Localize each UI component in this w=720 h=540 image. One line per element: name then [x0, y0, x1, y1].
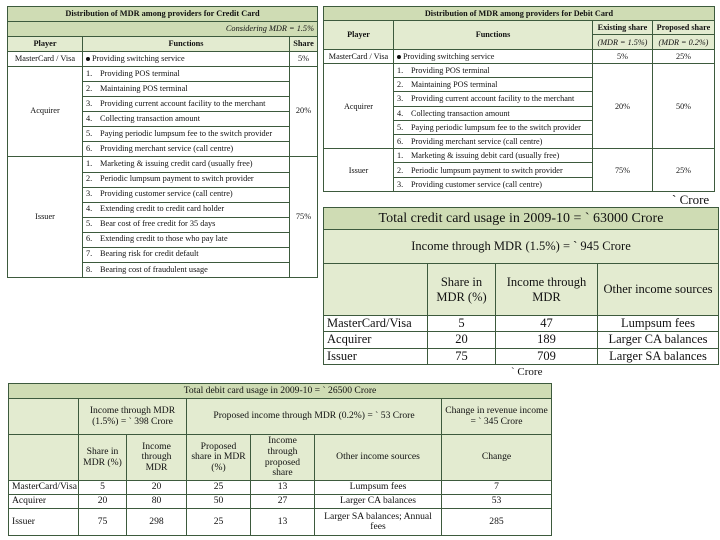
debit-usage-change: 7 — [442, 481, 552, 495]
credit-function: 2. Maintaining POS terminal — [83, 82, 290, 97]
debit-usage-pshare: 25 — [187, 481, 251, 495]
debit-function: 4. Collecting transaction amount — [394, 106, 593, 120]
debit-usage-blank-a — [9, 399, 79, 435]
debit-header-proposed: Proposed share — [652, 21, 714, 35]
debit-usage-header-income: Income through MDR — [127, 435, 187, 481]
credit-header-player: Player — [8, 37, 83, 52]
credit-share-issuer: 75% — [290, 157, 318, 278]
credit-usage-other: Larger SA balances — [598, 348, 719, 364]
debit-usage-proposed-income: Proposed income through MDR (0.2%) = ` 53 Crore — [187, 399, 442, 435]
debit-usage-blank-b — [9, 435, 79, 481]
debit-usage-header-pincome: Income through proposed share — [251, 435, 315, 481]
debit-usage-income: 80 — [127, 495, 187, 509]
bullet-icon — [397, 55, 401, 59]
debit-usage-player: MasterCard/Visa — [9, 481, 79, 495]
debit-existing-switch: 5% — [592, 49, 652, 63]
debit-usage-pincome: 13 — [251, 481, 315, 495]
debit-usage-other: Larger SA balances; Annual fees — [315, 509, 442, 536]
credit-function: 3. Providing current account facility to the merchant — [83, 97, 290, 112]
debit-usage-table — [8, 383, 552, 536]
debit-function: 6. Providing merchant service (call centre) — [394, 134, 593, 148]
credit-function: 4. Extending credit to credit card holder — [83, 202, 290, 217]
credit-subtitle: Considering MDR = 1.5% — [8, 22, 318, 37]
credit-title: Distribution of MDR among providers for Credit Card — [8, 7, 318, 22]
credit-share-acquirer: 20% — [290, 67, 318, 157]
debit-subheader-proposed: (MDR = 0.2%) — [652, 35, 714, 49]
debit-header-player: Player — [324, 21, 394, 49]
debit-header-existing: Existing share — [592, 21, 652, 35]
debit-function: 2. Periodic lumpsum payment to switch provider — [394, 163, 593, 177]
credit-usage-header-share: Share in MDR (%) — [428, 264, 496, 316]
debit-usage-income: 20 — [127, 481, 187, 495]
credit-function: 8. Bearing cost of fraudulent usage — [83, 262, 290, 277]
debit-usage-change: 285 — [442, 509, 552, 536]
credit-function: 4. Collecting transaction amount — [83, 112, 290, 127]
debit-existing-issuer: 75% — [592, 149, 652, 192]
debit-usage-player: Acquirer — [9, 495, 79, 509]
debit-usage-change: 53 — [442, 495, 552, 509]
credit-function: 6. Providing merchant service (call centre) — [83, 142, 290, 157]
debit-card-mdr-table — [323, 6, 715, 192]
debit-function: 1. Marketing & issuing debit card (usually free) — [394, 149, 593, 163]
debit-existing-acquirer: 20% — [592, 63, 652, 148]
debit-usage-header-pshare: Proposed share in MDR (%) — [187, 435, 251, 481]
credit-usage-income: Income through MDR (1.5%) = ` 945 Crore — [324, 230, 719, 264]
debit-header-functions: Functions — [394, 21, 593, 49]
credit-card-mdr-table — [7, 6, 318, 278]
debit-usage-change-revenue: Change in revenue income = ` 345 Crore — [442, 399, 552, 435]
debit-unit-tag: ` Crore — [511, 366, 543, 378]
credit-usage-share: 20 — [428, 332, 496, 348]
debit-function: 3. Providing customer service (call centre) — [394, 177, 593, 191]
credit-share-switch: 5% — [290, 52, 318, 67]
credit-usage-share: 75 — [428, 348, 496, 364]
credit-function: 2. Periodic lumpsum payment to switch provider — [83, 172, 290, 187]
debit-player-issuer: Issuer — [324, 149, 394, 192]
debit-usage-other: Lumpsum fees — [315, 481, 442, 495]
credit-usage-header-blank — [324, 264, 428, 316]
debit-usage-header-share: Share in MDR (%) — [79, 435, 127, 481]
debit-usage-pshare: 25 — [187, 509, 251, 536]
debit-function: 1. Providing POS terminal — [394, 63, 593, 77]
debit-proposed-switch: 25% — [652, 49, 714, 63]
debit-usage-total: Total debit card usage in 2009-10 = ` 26500 Crore — [9, 384, 552, 399]
credit-player-switch: MasterCard / Visa — [8, 52, 83, 67]
debit-subheader-existing: (MDR = 1.5%) — [592, 35, 652, 49]
credit-function: 6. Extending credit to those who pay late — [83, 232, 290, 247]
debit-usage-header-other: Other income sources — [315, 435, 442, 481]
credit-usage-share: 5 — [428, 316, 496, 332]
credit-usage-other: Larger CA balances — [598, 332, 719, 348]
bullet-icon — [86, 57, 90, 61]
credit-function: 3. Providing customer service (call centre) — [83, 187, 290, 202]
debit-player-acquirer: Acquirer — [324, 63, 394, 148]
credit-function: 1. Providing POS terminal — [83, 67, 290, 82]
debit-function: 5. Paying periodic lumpsum fee to the switch provider — [394, 120, 593, 134]
debit-usage-pincome: 13 — [251, 509, 315, 536]
credit-usage-total: Total credit card usage in 2009-10 = ` 63000 Crore — [324, 208, 719, 230]
credit-function: Providing switching service — [83, 52, 290, 67]
debit-usage-pincome: 27 — [251, 495, 315, 509]
credit-usage-income-value: 189 — [496, 332, 598, 348]
debit-usage-header-change: Change — [442, 435, 552, 481]
debit-usage-income-mdr: Income through MDR (1.5%) = ` 398 Crore — [79, 399, 187, 435]
debit-usage-share: 75 — [79, 509, 127, 536]
credit-function: 1. Marketing & issuing credit card (usually free) — [83, 157, 290, 172]
credit-header-functions: Functions — [83, 37, 290, 52]
debit-proposed-acquirer: 50% — [652, 63, 714, 148]
debit-function: 2. Maintaining POS terminal — [394, 78, 593, 92]
debit-proposed-issuer: 25% — [652, 149, 714, 192]
debit-usage-other: Larger CA balances — [315, 495, 442, 509]
credit-function: 7. Bearing risk for credit default — [83, 247, 290, 262]
credit-usage-player: Acquirer — [324, 332, 428, 348]
credit-usage-income-value: 709 — [496, 348, 598, 364]
credit-usage-player: MasterCard/Visa — [324, 316, 428, 332]
debit-title: Distribution of MDR among providers for Debit Card — [324, 7, 715, 21]
credit-player-issuer: Issuer — [8, 157, 83, 278]
debit-function: 3. Providing current account facility to the merchant — [394, 92, 593, 106]
credit-usage-player: Issuer — [324, 348, 428, 364]
credit-usage-income-value: 47 — [496, 316, 598, 332]
credit-header-share: Share — [290, 37, 318, 52]
debit-usage-income: 298 — [127, 509, 187, 536]
debit-usage-share: 20 — [79, 495, 127, 509]
credit-usage-table — [323, 207, 719, 365]
credit-usage-other: Lumpsum fees — [598, 316, 719, 332]
credit-usage-header-other: Other income sources — [598, 264, 719, 316]
debit-player-switch: MasterCard / Visa — [324, 49, 394, 63]
debit-usage-pshare: 50 — [187, 495, 251, 509]
debit-usage-player: Issuer — [9, 509, 79, 536]
credit-unit-tag: ` Crore — [672, 192, 710, 207]
debit-function: Providing switching service — [394, 49, 593, 63]
credit-player-acquirer: Acquirer — [8, 67, 83, 157]
debit-usage-share: 5 — [79, 481, 127, 495]
credit-function: 5. Paying periodic lumpsum fee to the switch provider — [83, 127, 290, 142]
credit-usage-header-income: Income through MDR — [496, 264, 598, 316]
credit-function: 5. Bear cost of free credit for 35 days — [83, 217, 290, 232]
